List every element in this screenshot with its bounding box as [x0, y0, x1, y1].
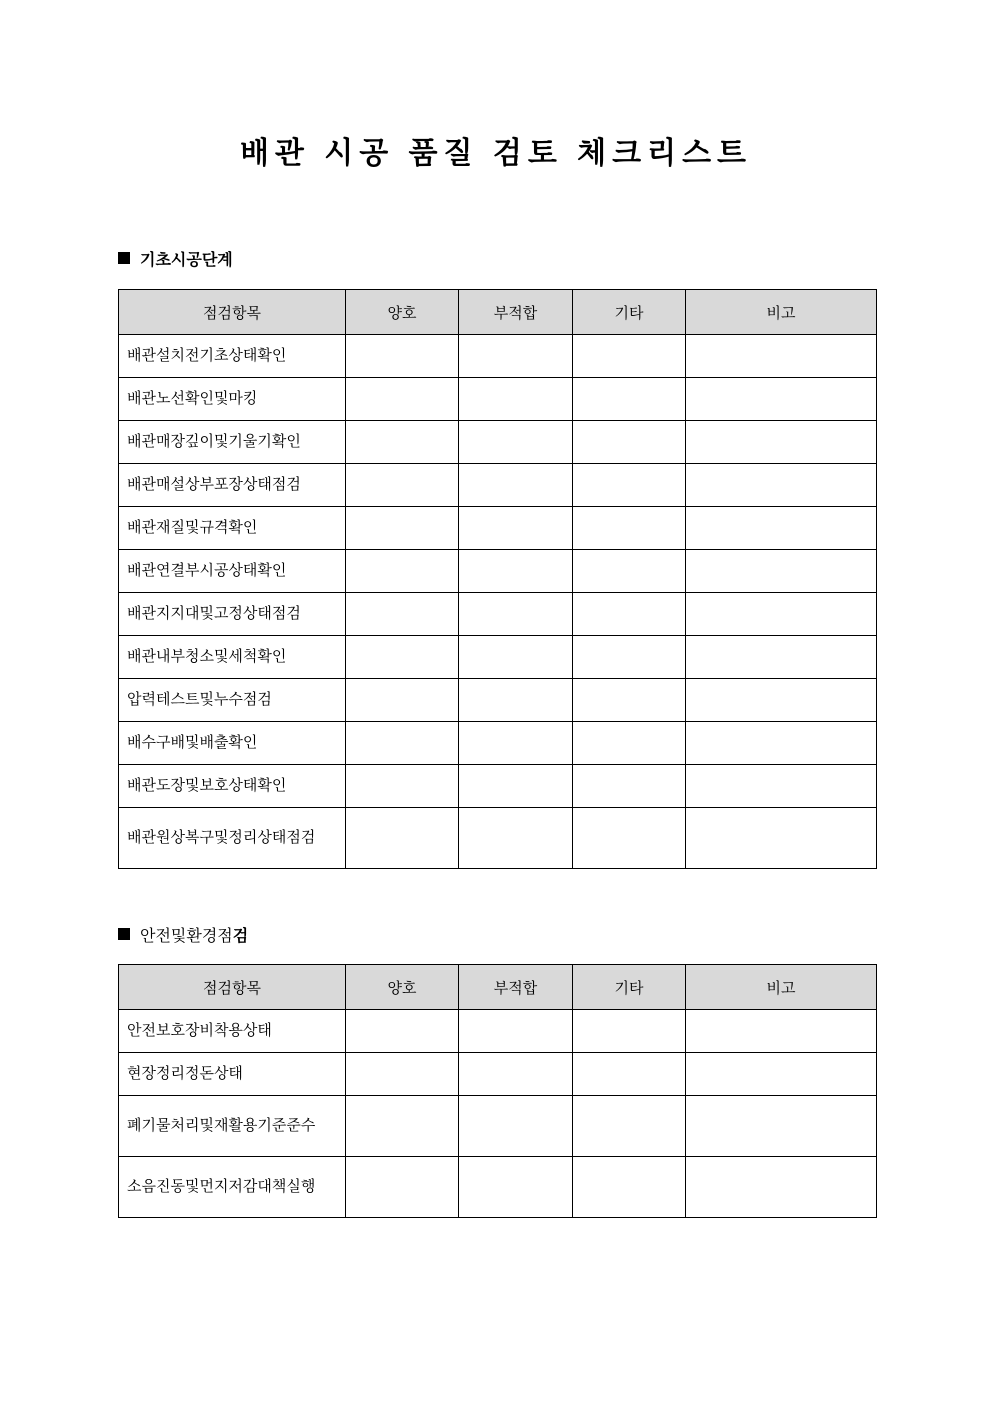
section-heading-label-bold: 검	[232, 928, 249, 945]
section-heading-label-bold: 기초시공단계	[140, 252, 233, 269]
cell-good[interactable]	[346, 507, 459, 550]
cell-bad[interactable]	[459, 636, 573, 679]
column-header-bad: 부적합	[459, 965, 573, 1010]
checklist-table-safety-environment	[118, 964, 877, 1218]
square-bullet-icon	[118, 252, 130, 264]
column-header-note: 비고	[686, 965, 877, 1010]
square-bullet-icon	[118, 928, 130, 940]
cell-other[interactable]	[573, 1010, 686, 1053]
cell-note[interactable]	[686, 335, 877, 378]
cell-other[interactable]	[573, 765, 686, 808]
cell-other[interactable]	[573, 421, 686, 464]
cell-item: 배관매설상부포장상태점검	[119, 464, 346, 507]
cell-other[interactable]	[573, 679, 686, 722]
cell-bad[interactable]	[459, 464, 573, 507]
cell-note[interactable]	[686, 464, 877, 507]
table-row	[119, 593, 877, 636]
section-heading-label-plain: 안전및환경점	[140, 928, 233, 945]
column-header-good: 양호	[346, 965, 459, 1010]
cell-good[interactable]	[346, 765, 459, 808]
cell-good[interactable]	[346, 1053, 459, 1096]
page-title: 배관 시공 품질 검토 체크리스트	[239, 137, 753, 170]
cell-good[interactable]	[346, 1010, 459, 1053]
cell-item: 배관연결부시공상태확인	[119, 550, 346, 593]
cell-good[interactable]	[346, 550, 459, 593]
checklist-table-foundation	[118, 289, 877, 869]
cell-note[interactable]	[686, 679, 877, 722]
cell-other[interactable]	[573, 378, 686, 421]
cell-bad[interactable]	[459, 378, 573, 421]
cell-good[interactable]	[346, 808, 459, 869]
cell-item: 폐기물처리및재활용기준준수	[119, 1096, 346, 1157]
table-header-row	[119, 290, 877, 335]
cell-note[interactable]	[686, 1096, 877, 1157]
cell-other[interactable]	[573, 1157, 686, 1218]
cell-note[interactable]	[686, 593, 877, 636]
cell-bad[interactable]	[459, 1010, 573, 1053]
cell-item: 압력테스트및누수점검	[119, 679, 346, 722]
cell-other[interactable]	[573, 593, 686, 636]
cell-note[interactable]	[686, 808, 877, 869]
cell-bad[interactable]	[459, 679, 573, 722]
table-row	[119, 679, 877, 722]
cell-bad[interactable]	[459, 507, 573, 550]
cell-bad[interactable]	[459, 421, 573, 464]
cell-other[interactable]	[573, 808, 686, 869]
column-header-good: 양호	[346, 290, 459, 335]
cell-item: 배관도장및보호상태확인	[119, 765, 346, 808]
cell-bad[interactable]	[459, 765, 573, 808]
cell-note[interactable]	[686, 1157, 877, 1218]
table-row	[119, 464, 877, 507]
cell-good[interactable]	[346, 679, 459, 722]
cell-bad[interactable]	[459, 593, 573, 636]
table-row	[119, 550, 877, 593]
cell-other[interactable]	[573, 550, 686, 593]
cell-item: 소음진동및먼지저감대책실행	[119, 1157, 346, 1218]
cell-note[interactable]	[686, 722, 877, 765]
cell-item: 배관설치전기초상태확인	[119, 335, 346, 378]
column-header-note: 비고	[686, 290, 877, 335]
table-row	[119, 636, 877, 679]
cell-item: 배관재질및규격확인	[119, 507, 346, 550]
cell-note[interactable]	[686, 378, 877, 421]
cell-good[interactable]	[346, 421, 459, 464]
cell-other[interactable]	[573, 1053, 686, 1096]
cell-good[interactable]	[346, 1157, 459, 1218]
cell-item: 배관내부청소및세척확인	[119, 636, 346, 679]
cell-note[interactable]	[686, 550, 877, 593]
column-header-item: 점검항목	[119, 290, 346, 335]
cell-note[interactable]	[686, 421, 877, 464]
cell-other[interactable]	[573, 1096, 686, 1157]
column-header-bad: 부적합	[459, 290, 573, 335]
table-row	[119, 1010, 877, 1053]
cell-bad[interactable]	[459, 1157, 573, 1218]
cell-bad[interactable]	[459, 335, 573, 378]
cell-item: 배수구배및배출확인	[119, 722, 346, 765]
cell-good[interactable]	[346, 378, 459, 421]
column-header-other: 기타	[573, 290, 686, 335]
cell-good[interactable]	[346, 335, 459, 378]
table-row	[119, 808, 877, 869]
cell-item: 현장정리정돈상태	[119, 1053, 346, 1096]
cell-good[interactable]	[346, 722, 459, 765]
table-header-row	[119, 965, 877, 1010]
section-heading-safety-environment	[118, 925, 248, 949]
cell-item: 배관지지대및고정상태점검	[119, 593, 346, 636]
cell-other[interactable]	[573, 722, 686, 765]
cell-bad[interactable]	[459, 550, 573, 593]
section-heading-foundation	[118, 249, 233, 273]
cell-other[interactable]	[573, 636, 686, 679]
cell-bad[interactable]	[459, 1053, 573, 1096]
cell-item: 안전보호장비착용상태	[119, 1010, 346, 1053]
table-row	[119, 378, 877, 421]
cell-good[interactable]	[346, 636, 459, 679]
cell-note[interactable]	[686, 1010, 877, 1053]
cell-bad[interactable]	[459, 1096, 573, 1157]
cell-note[interactable]	[686, 1053, 877, 1096]
cell-good[interactable]	[346, 593, 459, 636]
cell-note[interactable]	[686, 765, 877, 808]
table-row	[119, 765, 877, 808]
cell-other[interactable]	[573, 335, 686, 378]
cell-good[interactable]	[346, 464, 459, 507]
cell-good[interactable]	[346, 1096, 459, 1157]
table-row	[119, 722, 877, 765]
table-row	[119, 507, 877, 550]
cell-note[interactable]	[686, 636, 877, 679]
cell-item: 배관원상복구및정리상태점검	[119, 808, 346, 869]
cell-other[interactable]	[573, 507, 686, 550]
cell-note[interactable]	[686, 507, 877, 550]
table-row	[119, 335, 877, 378]
cell-item: 배관노선확인및마킹	[119, 378, 346, 421]
cell-other[interactable]	[573, 464, 686, 507]
column-header-other: 기타	[573, 965, 686, 1010]
table-row	[119, 1157, 877, 1218]
cell-item: 배관매장깊이및기울기확인	[119, 421, 346, 464]
table-row	[119, 421, 877, 464]
column-header-item: 점검항목	[119, 965, 346, 1010]
table-row	[119, 1096, 877, 1157]
table-row	[119, 1053, 877, 1096]
cell-bad[interactable]	[459, 808, 573, 869]
cell-bad[interactable]	[459, 722, 573, 765]
